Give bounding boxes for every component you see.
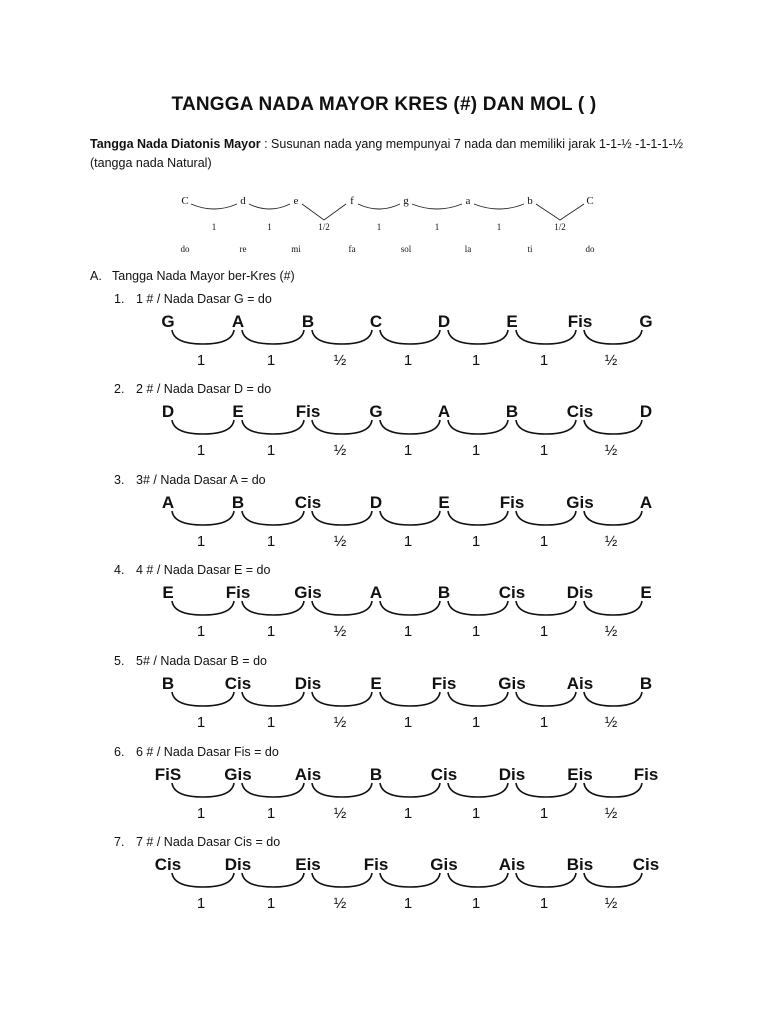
- note-label: A: [161, 493, 175, 512]
- scale-row: [150, 765, 670, 835]
- intro-paragraph: [90, 135, 690, 173]
- note-label: Fis: [295, 402, 321, 421]
- interval-label: 1: [471, 442, 481, 459]
- note-label: Dis: [566, 583, 594, 602]
- note-label: G: [369, 402, 383, 421]
- interval-label: ½: [604, 352, 618, 369]
- interval-arc: [516, 330, 576, 344]
- intro-definition: : Susunan nada yang mempunyai 7 nada dan memiliki jarak 1-1-½ -1-1-1-½: [260, 137, 684, 151]
- interval-label: ½: [604, 623, 618, 640]
- scale-label-text: 6 # / Nada Dasar Fis = do: [136, 745, 279, 759]
- interval-label: 1: [539, 352, 549, 369]
- interval-label: ½: [604, 533, 618, 550]
- natural-interval-label: 1: [267, 222, 272, 232]
- scale-number: 3.: [114, 473, 125, 487]
- interval-label: 1: [539, 623, 549, 640]
- note-label: Cis: [498, 583, 526, 602]
- scale-label: [114, 292, 272, 306]
- note-label: Cis: [224, 674, 252, 693]
- natural-solfege-label: fa: [348, 244, 356, 254]
- note-label: Cis: [294, 493, 322, 512]
- scale-label-text: 7 # / Nada Dasar Cis = do: [136, 835, 281, 849]
- natural-solfege-label: do: [180, 244, 190, 254]
- interval-arc: [172, 692, 234, 706]
- interval-label: 1: [196, 533, 206, 550]
- note-label: C: [369, 312, 383, 331]
- interval-label: 1: [539, 805, 549, 822]
- scale-label-text: 5# / Nada Dasar B = do: [136, 654, 267, 668]
- note-label: B: [639, 674, 653, 693]
- intro-note: (tangga nada Natural): [90, 156, 212, 170]
- interval-arc: [242, 692, 304, 706]
- interval-arc: [242, 601, 304, 615]
- note-label: E: [232, 402, 244, 421]
- natural-interval-label: 1: [211, 222, 217, 232]
- interval-arc: [380, 783, 440, 797]
- scale-label: [114, 745, 279, 759]
- interval-label: 1: [266, 714, 276, 731]
- interval-label: ½: [333, 623, 347, 640]
- interval-label: 1: [403, 623, 413, 640]
- note-label: G: [161, 312, 175, 331]
- note-label: Eis: [295, 855, 321, 874]
- natural-interval-label: 1: [434, 222, 440, 232]
- interval-label: 1: [196, 442, 206, 459]
- interval-label: 1: [539, 442, 549, 459]
- interval-label: 1: [196, 805, 206, 822]
- note-label: Gis: [224, 765, 252, 784]
- note-label: D: [369, 493, 383, 512]
- scale-number: 2.: [114, 382, 125, 396]
- interval-label: ½: [333, 805, 347, 822]
- natural-interval-label: 1/2: [554, 222, 566, 232]
- interval-label: 1: [266, 442, 276, 459]
- interval-label: 1: [403, 805, 413, 822]
- intro-term: Tangga Nada Diatonis Mayor: [90, 137, 261, 151]
- scale-number: 6.: [114, 745, 125, 759]
- interval-label: 1: [196, 623, 206, 640]
- natural-note-letter: d: [240, 195, 246, 207]
- interval-label: ½: [333, 442, 347, 459]
- interval-arc: [312, 601, 372, 615]
- interval-label: 1: [266, 623, 276, 640]
- interval-label: ½: [333, 352, 347, 369]
- interval-label: 1: [266, 805, 276, 822]
- interval-arc: [448, 420, 508, 434]
- note-label: D: [161, 402, 175, 421]
- interval-arc: [584, 873, 642, 887]
- interval-arc: [172, 330, 234, 344]
- note-label: E: [640, 583, 652, 602]
- scale-row: [150, 312, 670, 382]
- note-label: A: [369, 583, 383, 602]
- section-letter: A.: [90, 269, 102, 283]
- interval-arc: [380, 330, 440, 344]
- interval-arc: [516, 420, 576, 434]
- interval-label: 1: [196, 895, 206, 912]
- note-label: Cis: [632, 855, 660, 874]
- interval-arc: [172, 873, 234, 887]
- scale-number: 4.: [114, 563, 125, 577]
- interval-label: 1: [266, 352, 276, 369]
- scale-label-text: 3# / Nada Dasar A = do: [136, 473, 266, 487]
- natural-note-letter: b: [527, 195, 533, 207]
- whole-step-arc: [249, 204, 290, 209]
- note-label: Cis: [430, 765, 458, 784]
- note-label: D: [437, 312, 451, 331]
- note-label: A: [437, 402, 451, 421]
- scale-row: [150, 493, 670, 563]
- interval-label: 1: [196, 714, 206, 731]
- interval-arc: [242, 330, 304, 344]
- whole-step-arc: [358, 204, 400, 209]
- interval-label: 1: [471, 895, 481, 912]
- interval-arc: [516, 511, 576, 525]
- interval-arc: [584, 420, 642, 434]
- note-label: FiS: [154, 765, 182, 784]
- note-label: Eis: [567, 765, 593, 784]
- natural-note-letter: f: [350, 195, 354, 207]
- interval-label: 1: [539, 533, 549, 550]
- scale-number: 1.: [114, 292, 125, 306]
- interval-label: 1: [403, 714, 413, 731]
- natural-solfege-label: sol: [400, 244, 412, 254]
- interval-arc: [448, 873, 508, 887]
- natural-note-letter: C: [181, 195, 189, 207]
- scale-number: 7.: [114, 835, 125, 849]
- natural-note-letter: a: [465, 195, 471, 207]
- natural-scale-svg: [170, 190, 610, 260]
- interval-arc: [380, 601, 440, 615]
- scale-row: [150, 674, 670, 744]
- interval-arc: [584, 511, 642, 525]
- note-label: D: [639, 402, 653, 421]
- interval-label: ½: [333, 714, 347, 731]
- whole-step-arc: [412, 204, 462, 209]
- half-step-arc: [536, 204, 584, 220]
- interval-label: 1: [266, 533, 276, 550]
- note-label: Dis: [294, 674, 322, 693]
- natural-solfege-label: do: [585, 244, 595, 254]
- scale-label-text: 4 # / Nada Dasar E = do: [136, 563, 271, 577]
- page-title: TANGGA NADA MAYOR KRES (#) DAN MOL ( ): [171, 94, 597, 115]
- natural-note-letter: C: [586, 195, 594, 207]
- interval-label: 1: [196, 352, 206, 369]
- interval-label: 1: [403, 442, 413, 459]
- interval-label: ½: [333, 895, 347, 912]
- note-label: Fis: [567, 312, 593, 331]
- interval-label: 1: [471, 352, 481, 369]
- natural-interval-label: 1: [376, 222, 382, 232]
- note-label: B: [505, 402, 519, 421]
- note-label: E: [162, 583, 174, 602]
- section-label: Tangga Nada Mayor ber-Kres (#): [112, 269, 295, 283]
- note-label: Cis: [154, 855, 182, 874]
- interval-arc: [380, 511, 440, 525]
- note-label: Fis: [431, 674, 457, 693]
- interval-arc: [172, 420, 234, 434]
- note-label: B: [231, 493, 245, 512]
- interval-label: 1: [403, 895, 413, 912]
- note-label: Fis: [225, 583, 251, 602]
- interval-label: 1: [403, 533, 413, 550]
- scale-label-text: 1 # / Nada Dasar G = do: [136, 292, 272, 306]
- scale-label: [114, 654, 267, 668]
- interval-label: ½: [604, 714, 618, 731]
- interval-label: 1: [471, 623, 481, 640]
- note-label: Gis: [498, 674, 526, 693]
- note-label: B: [437, 583, 451, 602]
- interval-arc: [584, 330, 642, 344]
- interval-label: 1: [403, 352, 413, 369]
- note-label: Dis: [498, 765, 526, 784]
- note-label: Fis: [363, 855, 389, 874]
- interval-arc: [448, 783, 508, 797]
- scale-label-text: 2 # / Nada Dasar D = do: [136, 382, 272, 396]
- note-label: B: [369, 765, 383, 784]
- note-label: Gis: [294, 583, 322, 602]
- interval-label: 1: [539, 895, 549, 912]
- natural-solfege-label: re: [239, 244, 247, 254]
- scale-label: [114, 563, 270, 577]
- scale-row: [150, 855, 670, 925]
- note-label: E: [506, 312, 518, 331]
- interval-arc: [516, 873, 576, 887]
- interval-label: 1: [471, 533, 481, 550]
- interval-arc: [242, 511, 304, 525]
- scale-label: [114, 835, 280, 849]
- interval-arc: [516, 692, 576, 706]
- interval-arc: [312, 330, 372, 344]
- natural-solfege-label: ti: [527, 244, 533, 254]
- interval-label: ½: [604, 442, 618, 459]
- interval-label: 1: [471, 805, 481, 822]
- note-label: E: [370, 674, 382, 693]
- whole-step-arc: [191, 204, 237, 209]
- interval-arc: [380, 692, 440, 706]
- note-label: A: [639, 493, 653, 512]
- natural-interval-label: 1/2: [318, 222, 330, 232]
- scale-row: [150, 402, 670, 472]
- interval-arc: [380, 873, 440, 887]
- interval-arc: [380, 420, 440, 434]
- interval-arc: [242, 873, 304, 887]
- note-label: Ais: [498, 855, 526, 874]
- note-label: G: [639, 312, 653, 331]
- interval-arc: [312, 511, 372, 525]
- note-label: Dis: [224, 855, 252, 874]
- note-label: Gis: [430, 855, 458, 874]
- interval-arc: [448, 511, 508, 525]
- interval-arc: [448, 330, 508, 344]
- note-label: Fis: [499, 493, 525, 512]
- natural-note-letter: e: [293, 195, 299, 207]
- interval-arc: [172, 601, 234, 615]
- note-label: Bis: [566, 855, 594, 874]
- note-label: Ais: [566, 674, 594, 693]
- interval-arc: [172, 511, 234, 525]
- interval-arc: [584, 601, 642, 615]
- interval-label: ½: [604, 805, 618, 822]
- scale-row: [150, 583, 670, 653]
- interval-label: 1: [266, 895, 276, 912]
- natural-interval-label: 1: [496, 222, 502, 232]
- note-label: B: [301, 312, 315, 331]
- note-label: Cis: [566, 402, 594, 421]
- interval-arc: [312, 692, 372, 706]
- interval-arc: [172, 783, 234, 797]
- interval-arc: [516, 783, 576, 797]
- interval-arc: [448, 601, 508, 615]
- natural-note-letter: g: [403, 195, 409, 207]
- natural-solfege-label: la: [464, 244, 472, 254]
- natural-solfege-label: mi: [291, 244, 301, 254]
- note-label: Fis: [633, 765, 659, 784]
- interval-label: 1: [539, 714, 549, 731]
- interval-arc: [312, 783, 372, 797]
- note-label: E: [438, 493, 450, 512]
- scale-label: [114, 382, 271, 396]
- scale-label: [114, 473, 266, 487]
- interval-arc: [448, 692, 508, 706]
- whole-step-arc: [474, 204, 524, 209]
- note-label: A: [231, 312, 245, 331]
- interval-arc: [584, 692, 642, 706]
- scale-number: 5.: [114, 654, 125, 668]
- interval-label: ½: [604, 895, 618, 912]
- section-a-heading: [90, 269, 295, 283]
- natural-scale-diagram: [170, 190, 610, 260]
- note-label: Ais: [294, 765, 322, 784]
- half-step-arc: [302, 204, 346, 220]
- interval-arc: [516, 601, 576, 615]
- interval-arc: [242, 783, 304, 797]
- interval-label: 1: [471, 714, 481, 731]
- interval-arc: [242, 420, 304, 434]
- interval-label: ½: [333, 533, 347, 550]
- note-label: B: [161, 674, 175, 693]
- note-label: Gis: [566, 493, 594, 512]
- interval-arc: [312, 420, 372, 434]
- interval-arc: [584, 783, 642, 797]
- interval-arc: [312, 873, 372, 887]
